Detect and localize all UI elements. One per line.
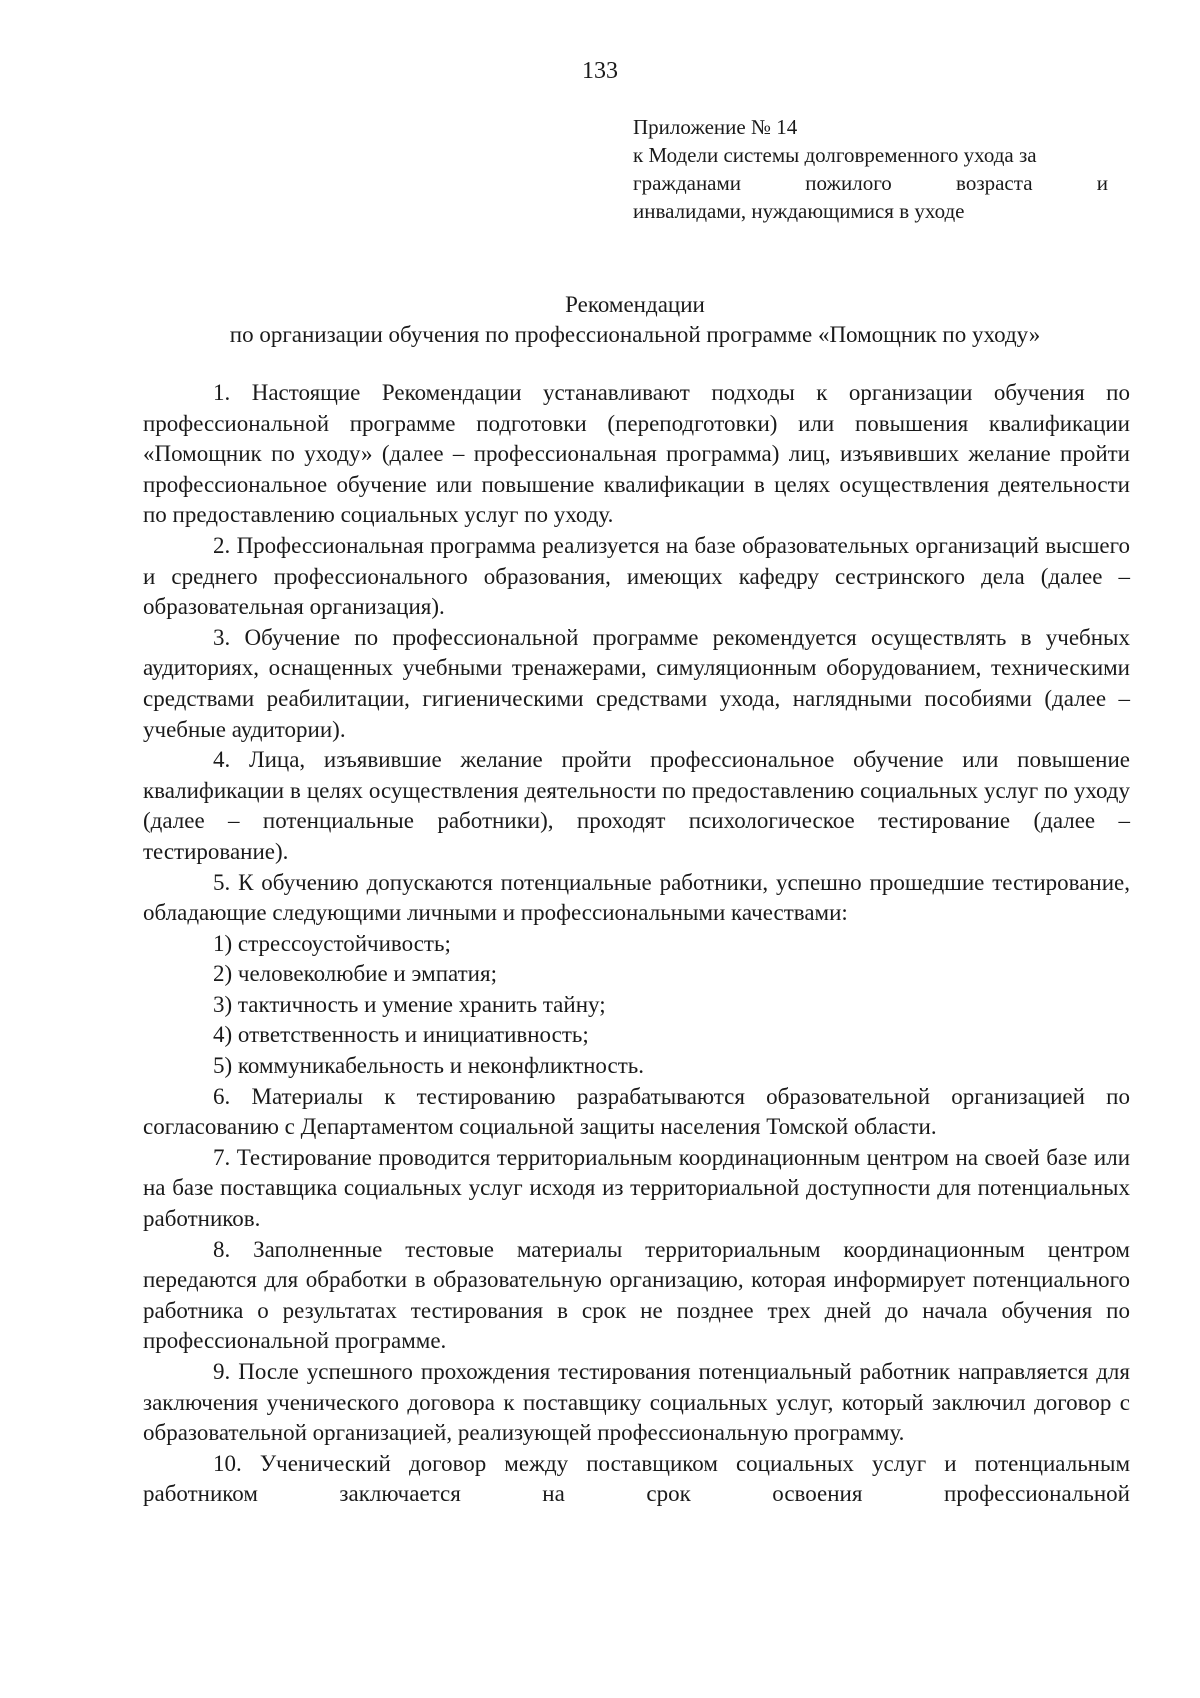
paragraph: 7. Тестирование проводится территориальным координационным центром на своей базе или на базе поставщика социальных услуг исходя из территориальной доступности для потенциальных работников. [143,1144,1130,1232]
paragraph: 8. Заполненные тестовые материалы территориальным координационным центром передаются для обработки в образовательную организацию, которая информирует потенциального работника о результатах тестирования в срок не позднее трех дней до начала обучения по профессиональной программе. [143,1236,1130,1354]
appendix-line: к Модели системы долговременного ухода за [633,143,1037,167]
document-title [140,290,1130,350]
title-line: по организации обучения по профессиональной программе «Помощник по уходу» [229,322,1041,347]
document-body [143,378,1130,1510]
appendix-reference [633,113,1108,225]
quality-list-item: 1) стрессоустойчивость; [213,930,451,956]
paragraph: 4. Лица, изъявившие желание пройти профессиональное обучение или повышение квалификации в целях осуществления деятельности по предоставлению социальных услуг по уходу (далее – потенциальные работники), проходят психологическое тестирование (далее – тестирование). [143,747,1130,864]
paragraph: 2. Профессиональная программа реализуется на базе образовательных организаций высшего и среднего профессионального образования, имеющих кафедру сестринского дела (далее – образовательная организация). [143,532,1130,620]
appendix-line: гражданами пожилого возраста и [633,171,1108,195]
paragraph: 5. К обучению допускаются потенциальные работники, успешно прошедшие тестирование, обладающие следующими личными и профессиональными качествами: [143,869,1130,926]
appendix-line: инвалидами, нуждающимися в уходе [633,199,965,223]
paragraph: 9. После успешного прохождения тестирования потенциальный работник направляется для заключения ученического договора к поставщику социальных услуг, который заключил договор с образовательной организацией, реализующей профессиональную программу. [143,1359,1130,1446]
quality-list-item: 5) коммуникабельность и неконфликтность. [213,1053,645,1079]
appendix-line: Приложение № 14 [633,115,798,139]
title-line: Рекомендации [565,292,705,317]
page-number: 133 [582,58,618,84]
paragraph: 6. Материалы к тестированию разрабатываются образовательной организацией по согласованию с Департаментом социальной защиты населения Томской области. [143,1083,1130,1140]
paragraph: 3. Обучение по профессиональной программе рекомендуется осуществлять в учебных аудиториях, оснащенных учебными тренажерами, симуляционным оборудованием, техническими средствами реабилитации, гигиеническими средствами ухода, наглядными пособиями (далее – учебные аудитории). [143,624,1130,742]
quality-list-item: 2) человеколюбие и эмпатия; [213,961,497,987]
paragraph: 10. Ученический договор между поставщиком социальных услуг и потенциальным работником заключается на срок освоения профессиональной [143,1450,1130,1507]
quality-list-item: 4) ответственность и инициативность; [213,1022,589,1048]
quality-list-item: 3) тактичность и умение хранить тайну; [213,991,606,1017]
paragraph: 1. Настоящие Рекомендации устанавливают подходы к организации обучения по профессиональной программе подготовки (переподготовки) или повышения квалификации «Помощник по уходу» (далее – профессиональная программа) лиц, изъявивших желание пройти профессиональное обучение или повышение квалификации в целях осуществления деятельности по предоставлению социальных услуг по уходу. [143,380,1130,528]
